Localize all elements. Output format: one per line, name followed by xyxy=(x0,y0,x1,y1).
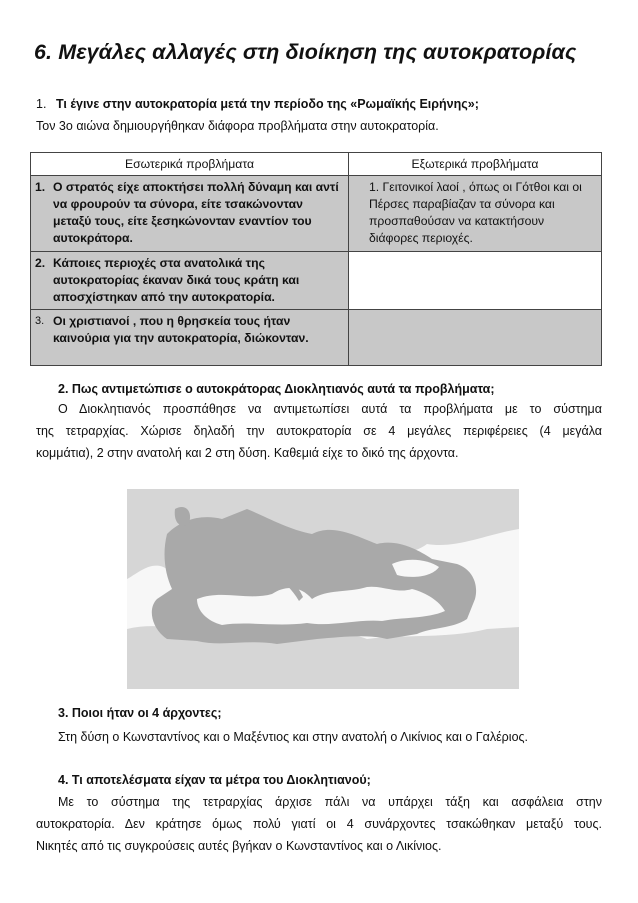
internal-problem-cell xyxy=(31,252,349,310)
table-row xyxy=(31,252,602,310)
section-2-heading: 2. Πως αντιμετώπισε ο αυτοκράτορας Διοκλητιανός αυτά τα προβλήματα; xyxy=(58,382,495,396)
section-3-heading: 3. Ποιοι ήταν οι 4 άρχοντες; xyxy=(58,706,222,720)
internal-problem-cell xyxy=(31,310,349,366)
external-problem-text: 1. Γειτονικοί λαοί , όπως οι Γότθοι και οι Πέρσες παραβίαζαν τα σύνορα και προσπαθούσαν να κατακτήσουν διάφορες περιοχές. xyxy=(369,180,582,245)
row-number: 2. xyxy=(35,256,46,270)
paragraph-line: της τετραρχίας. Χώρισε δηλαδή την αυτοκρατορία σε 4 μεγάλες περιφέρειες (4 μεγάλα xyxy=(36,424,602,438)
roman-empire-map xyxy=(127,489,519,689)
paragraph-line: αυτοκρατορία. Δεν κράτησε όμως πολύ γιατί οι 4 συνάρχοντες τσακώθηκαν μεταξύ τους. xyxy=(36,817,602,831)
table-row xyxy=(31,176,602,252)
row-number: 3. xyxy=(35,315,45,327)
header-internal: Εσωτερικά προβλήματα xyxy=(31,153,349,176)
paragraph-line: Ο Διοκλητιανός προσπάθησε να αντιμετωπίσει αυτά τα προβλήματα με το σύστημα xyxy=(58,402,602,416)
question-1-number: 1. xyxy=(36,97,47,111)
paragraph-line: κομμάτια), 2 στην ανατολή και 2 στη δύση. Καθεμιά είχε το δικό της άρχοντα. xyxy=(36,446,459,460)
page-title: 6. Μεγάλες αλλαγές στη διοίκηση της αυτοκρατορίας xyxy=(34,40,577,64)
internal-problem-text: Κάποιες περιοχές στα ανατολικά της αυτοκρατορίας έκαναν δικά τους κράτη και αποσχίστηκαν από την αυτοκρατορία. xyxy=(53,256,300,304)
internal-problem-text: Οι χριστιανοί , που η θρησκεία τους ήταν καινούρια για την αυτοκρατορία, διώκονταν. xyxy=(53,314,309,345)
answer-1: Τον 3ο αιώνα δημιουργήθηκαν διάφορα προβλήματα στην αυτοκρατορία. xyxy=(36,119,439,133)
section-4-heading: 4. Τι αποτελέσματα είχαν τα μέτρα του Διοκλητιανού; xyxy=(58,773,371,787)
paragraph-line: Με το σύστημα της τετραρχίας άρχισε πάλι να υπάρχει τάξη και ασφάλεια στην xyxy=(58,795,602,809)
section-4-paragraph xyxy=(36,791,602,857)
problems-table xyxy=(30,152,602,366)
internal-problem-cell xyxy=(31,176,349,252)
question-1-text: Τι έγινε στην αυτοκρατορία μετά την περίοδο της «Ρωμαϊκής Ειρήνης»; xyxy=(56,97,479,111)
section-3-answer: Στη δύση ο Κωνσταντίνος και ο Μαξέντιος και στην ανατολή ο Λικίνιος και ο Γαλέριος. xyxy=(58,730,529,744)
section-2-paragraph xyxy=(36,398,602,464)
table-header-row xyxy=(31,153,602,176)
header-external: Εξωτερικά προβλήματα xyxy=(349,153,602,176)
row-number: 1. xyxy=(35,180,46,194)
external-problem-cell xyxy=(349,176,602,252)
table-row xyxy=(31,310,602,366)
external-problem-cell xyxy=(349,310,602,366)
external-problem-cell xyxy=(349,252,602,310)
paragraph-line: Νικητές από τις συγκρούσεις αυτές βγήκαν ο Κωνσταντίνος και ο Λικίνιος. xyxy=(36,839,442,853)
question-1 xyxy=(36,97,479,111)
internal-problem-text: Ο στρατός είχε αποκτήσει πολλή δύναμη και αντί να φρουρούν τα σύνορα, είτε τσακώνονταν μεταξύ τους, είτε ξεσηκώνονταν εναντίον του αυτοκράτορα. xyxy=(53,180,339,245)
